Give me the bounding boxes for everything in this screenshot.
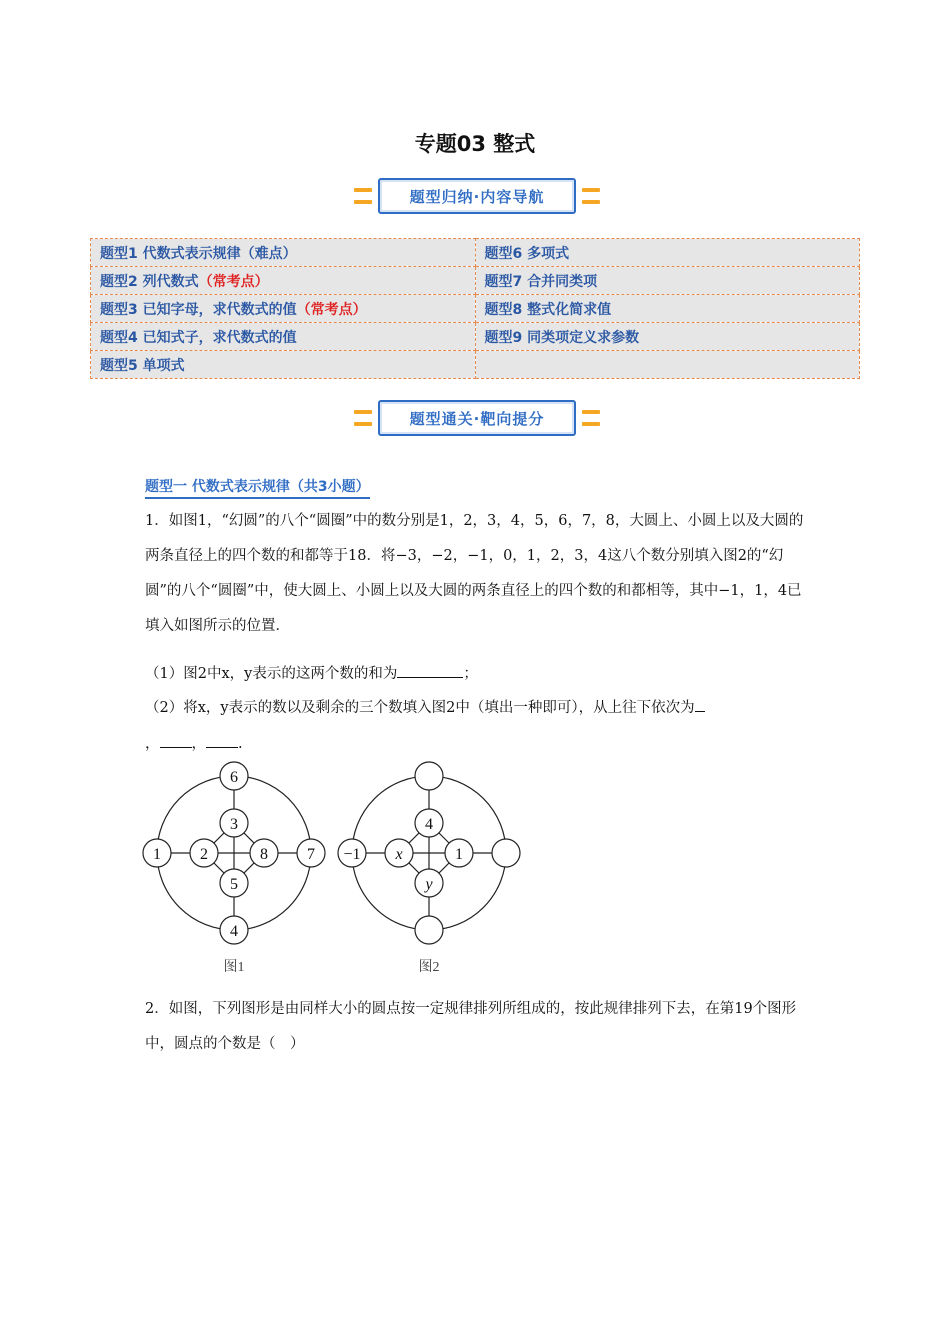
figure-1-caption: 图1 xyxy=(223,960,245,975)
toc-item-2[interactable] xyxy=(91,267,476,295)
banner-left-deco xyxy=(354,188,372,204)
sub2-end: . xyxy=(238,736,243,752)
magic-circle-diagram-2 xyxy=(329,760,529,980)
question-1-sub1 xyxy=(145,662,478,683)
banner-content-nav-label: 题型归纳·内容导航 xyxy=(378,178,576,214)
toc-item-6[interactable] xyxy=(475,239,860,267)
toc-item-1[interactable] xyxy=(91,239,476,267)
node-bottom: 4 xyxy=(230,923,238,940)
banner-practice-label: 题型通关·靶向提分 xyxy=(378,400,576,436)
node-inner-right: 8 xyxy=(260,846,268,863)
node-inner-left: x xyxy=(395,846,403,863)
empty-node-right[interactable] xyxy=(492,839,520,867)
sub2-sep: ， xyxy=(145,736,160,752)
answer-blank[interactable] xyxy=(397,663,463,678)
question-1-sub2-cont xyxy=(145,732,243,753)
sub2-sep: ， xyxy=(191,736,206,752)
toc-item-note: （常考点） xyxy=(296,301,367,318)
node-right: 7 xyxy=(307,846,315,863)
sub1-prefix: （1）图2中x，y表示的这两个数的和为 xyxy=(145,666,398,682)
toc-item-note: （常考点） xyxy=(198,273,269,290)
toc-item-label: 题型6 多项式 xyxy=(484,245,570,262)
banner-practice xyxy=(350,398,604,438)
answer-blank[interactable] xyxy=(160,733,192,748)
toc-row xyxy=(91,239,860,267)
node-inner-left: 2 xyxy=(200,846,208,863)
toc-row xyxy=(91,295,860,323)
node-inner-bottom: 5 xyxy=(230,876,238,893)
banner-right-deco xyxy=(582,410,600,426)
toc-row xyxy=(91,351,860,379)
toc-item-7[interactable] xyxy=(475,267,860,295)
answer-blank[interactable] xyxy=(695,697,705,712)
toc-item-5[interactable] xyxy=(91,351,476,379)
toc-item-label: 题型5 单项式 xyxy=(100,357,185,374)
page-title: 专题03 整式 xyxy=(414,132,536,156)
node-left: −1 xyxy=(343,846,361,863)
figure-2-caption: 图2 xyxy=(418,960,440,975)
magic-circle-diagram-1 xyxy=(134,760,334,980)
node-inner-top: 4 xyxy=(425,816,433,833)
toc-item-label: 题型7 合并同类项 xyxy=(484,273,598,290)
toc-item-label: 题型9 同类项定义求参数 xyxy=(484,329,640,346)
toc-item-label: 题型8 整式化简求值 xyxy=(484,301,612,318)
figure-1 xyxy=(134,760,334,980)
question-2-text: 2．如图，下列图形是由同样大小的圆点按一定规律排列所组成的，按此规律排列下去，在第19个图形中，圆点的个数是（ ） xyxy=(145,1001,797,1052)
sub2-text: （2）将x，y表示的数以及剩余的三个数填入图2中（填出一种即可），从上往下依次为 xyxy=(145,700,695,716)
toc-item-4[interactable] xyxy=(91,323,476,351)
banner-content-nav xyxy=(350,176,604,216)
figure-2 xyxy=(329,760,529,980)
toc-table xyxy=(90,238,860,379)
toc-item-label: 题型2 列代数式 xyxy=(100,273,199,290)
question-1-text: 1．如图1，“幻圆”的八个“圆圈”中的数分别是1，2，3，4，5，6，7，8，大圆上、小圆上以及大圆的两条直径上的四个数的和都等于18．将−3，−2，−1，0，1，2，3，4这八个数分别填入图2的“幻圆”的八个“圆圈”中，使大圆上、小圆上以及大圆的两条直径上的四个数的和都相等，其中−1，1，4已填入如图所示的位置． xyxy=(145,513,804,634)
toc-row xyxy=(91,267,860,295)
node-inner-bottom: y xyxy=(425,876,433,893)
toc-item-label: 题型4 已知式子，求代数式的值 xyxy=(100,329,297,346)
banner-left-deco xyxy=(354,410,372,426)
toc-item-label: 题型3 已知字母，求代数式的值 xyxy=(100,301,297,318)
toc-row xyxy=(91,323,860,351)
toc-item-empty xyxy=(475,351,860,379)
toc-item-3[interactable] xyxy=(91,295,476,323)
node-left: 1 xyxy=(153,846,161,863)
section-heading: 题型一 代数式表示规律（共3小题） xyxy=(145,476,370,499)
answer-blank[interactable] xyxy=(206,733,238,748)
node-top: 6 xyxy=(230,769,238,786)
node-inner-right: 1 xyxy=(455,846,463,863)
sub1-suffix: ； xyxy=(463,666,478,682)
toc-item-9[interactable] xyxy=(475,323,860,351)
node-inner-top: 3 xyxy=(230,816,238,833)
empty-node-top[interactable] xyxy=(415,762,443,790)
toc-item-8[interactable] xyxy=(475,295,860,323)
question-1-sub2 xyxy=(145,696,705,717)
toc-item-label: 题型1 代数式表示规律（难点） xyxy=(100,245,297,262)
banner-right-deco xyxy=(582,188,600,204)
empty-node-bottom[interactable] xyxy=(415,916,443,944)
